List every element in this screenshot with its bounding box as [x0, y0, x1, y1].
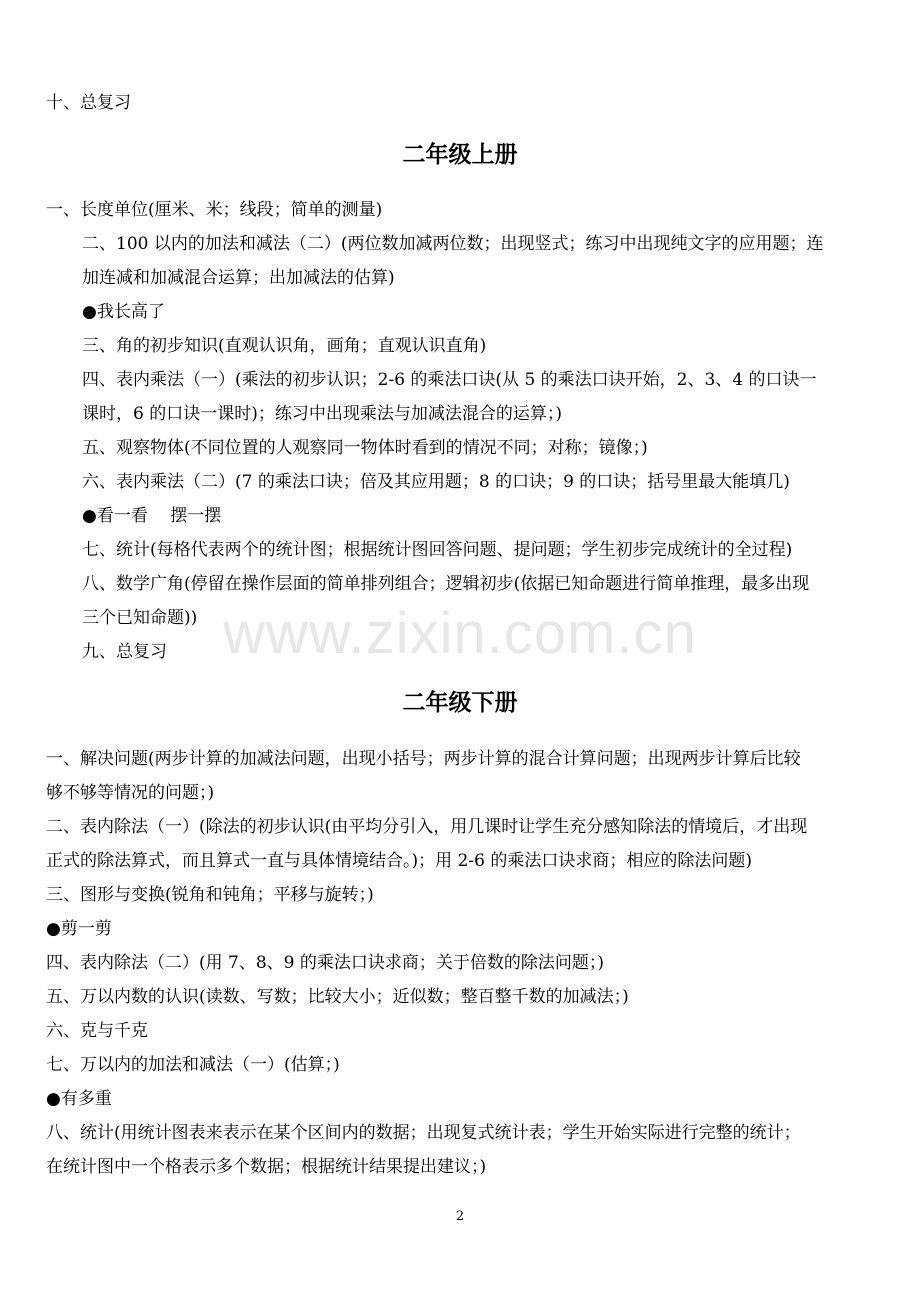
- section-item-review-grade1: 十、总复习: [46, 93, 131, 113]
- section-title-grade2-upper: 二年级上册: [402, 142, 518, 168]
- section-item: 八、数学广角(停留在操作层面的简单排列组合；逻辑初步(依据已知命题进行简单推理，最多出现: [82, 574, 810, 594]
- page-number: 2: [455, 1209, 465, 1224]
- section-item: 三、角的初步知识(直观认识角，画角；直观认识直角): [82, 336, 487, 356]
- section-title-grade2-lower: 二年级下册: [402, 690, 518, 716]
- section-item: 七、统计(每格代表两个的统计图；根据统计图回答问题、提问题；学生初步完成统计的全过程): [82, 540, 793, 560]
- activity-item: ●有多重: [46, 1089, 112, 1109]
- section-item-continuation: 正式的除法算式，而且算式一直与具体情境结合。)；用 2-6 的乘法口诀求商；相应的除法问题): [46, 851, 752, 871]
- section-item-continuation: 在统计图中一个格表示多个数据；根据统计结果提出建议；): [46, 1157, 487, 1177]
- section-item: 一、解决问题(两步计算的加减法问题，出现小括号；两步计算的混合计算问题；出现两步计算后比较: [46, 749, 801, 769]
- section-item-continuation: 三个已知命题)): [82, 608, 198, 628]
- section-item: 三、图形与变换(锐角和钝角；平移与旋转；): [46, 885, 374, 905]
- activity-item: ●看一看 摆一摆: [82, 506, 222, 526]
- section-item: 四、表内乘法（一）(乘法的初步认识；2-6 的乘法口诀(从 5 的乘法口诀开始，2、3、4 的口诀一: [82, 370, 817, 390]
- section-item: 八、统计(用统计图表来表示在某个区间内的数据；出现复式统计表；学生开始实际进行完整的统计；: [46, 1123, 801, 1143]
- section-item: 二、表内除法（一）(除法的初步认识(由平均分引入，用几课时让学生充分感知除法的情境后，才出现: [46, 817, 808, 837]
- section-item: 一、长度单位(厘米、米；线段；简单的测量): [46, 200, 383, 220]
- section-item: 七、万以内的加法和减法（一）(估算；): [46, 1055, 340, 1075]
- section-item: 五、万以内数的认识(读数、写数；比较大小；近似数；整百整千数的加减法；): [46, 987, 629, 1007]
- section-item: 二、100 以内的加法和减法（二）(两位数加减两位数；出现竖式；练习中出现纯文字的应用题；连: [82, 234, 824, 254]
- activity-item: ●我长高了: [82, 302, 165, 322]
- section-item-continuation: 加连减和加减混合运算；出加减法的估算): [82, 268, 395, 288]
- section-item-continuation: 课时，6 的口诀一课时)；练习中出现乘法与加减法混合的运算；): [82, 404, 562, 424]
- section-item: 六、克与千克: [46, 1021, 148, 1041]
- activity-item: ●剪一剪: [46, 919, 112, 939]
- section-item: 五、观察物体(不同位置的人观察同一物体时看到的情况不同；对称；镜像；): [82, 438, 648, 458]
- watermark: www.zixin.com.cn: [223, 601, 697, 666]
- section-item: 九、总复习: [82, 642, 167, 662]
- section-item: 四、表内除法（二）(用 7、8、9 的乘法口诀求商；关于倍数的除法问题；): [46, 953, 605, 973]
- section-item: 六、表内乘法（二）(7 的乘法口诀；倍及其应用题；8 的口诀；9 的口诀；括号里最大能填几): [82, 472, 790, 492]
- section-item-continuation: 够不够等情况的问题；): [46, 783, 215, 803]
